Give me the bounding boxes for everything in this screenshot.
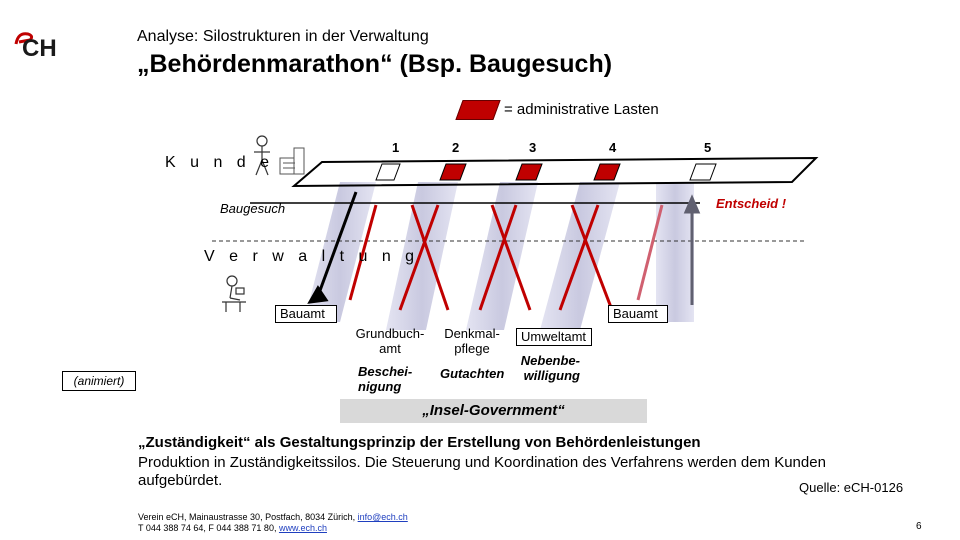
zustaendigkeit-heading: „Zuständigkeit“ als Gestaltungsprinzip der Erstellung von Behördenleistungen (138, 434, 701, 451)
footer-web-link[interactable]: www.ech.ch (278, 523, 327, 533)
band-3 (466, 182, 538, 330)
denkmal-line-1: Denkmal- (444, 326, 500, 341)
kunde-track (294, 158, 816, 186)
footer-phone (138, 523, 327, 533)
slide-subtitle: Analyse: Silostrukturen in der Verwaltung (137, 28, 429, 45)
grundbuch-line-1: Grundbuch- (355, 326, 425, 341)
denkmal-line-2: pflege (454, 341, 490, 356)
building-icon (280, 148, 304, 174)
step-number-4: 4 (609, 140, 617, 155)
slide-title: „Behördenmarathon“ (Bsp. Baugesuch) (137, 50, 613, 78)
step-box-1 (376, 164, 400, 180)
verwaltung-label: V e r w a l t u n g (204, 248, 420, 265)
umweltamt-box: Umweltamt (516, 328, 592, 346)
footer-email-link[interactable]: info@ech.ch (357, 512, 408, 522)
step-box-4 (594, 164, 620, 180)
step-number-2: 2 (452, 140, 460, 155)
bauamt-right-box: Bauamt (608, 305, 668, 323)
produktion-paragraph: Produktion in Zuständigkeitssilos. Die Steuerung und Koordination des Verfahrens werden dem Kunden aufgebürdet. (138, 454, 826, 489)
beschei-line-1: Beschei- (358, 364, 413, 379)
logo-text: CH (22, 35, 57, 60)
nebenbewilligung-label (516, 353, 580, 383)
step-box-3 (516, 164, 542, 180)
bauamt-left-box: Bauamt (275, 305, 337, 323)
denkmalpflege-label (438, 326, 506, 356)
step-box-5 (690, 164, 716, 180)
beschei-line-2: nigung (358, 379, 402, 394)
footer-address (138, 512, 408, 522)
step-box-2 (440, 164, 466, 180)
nebenbe-line-2: willigung (523, 368, 580, 383)
step-number-1: 1 (392, 140, 400, 155)
page-number: 6 (916, 521, 922, 532)
entscheid-label: Entscheid ! (716, 196, 787, 211)
nebenbe-line-1: Nebenbe- (520, 353, 580, 368)
official-at-desk-icon (222, 276, 246, 312)
gutachten-label: Gutachten (440, 366, 505, 381)
baugesuch-label: Baugesuch (220, 201, 286, 216)
insel-government-banner: „Insel-Government“ (340, 399, 647, 423)
bescheinigung-label (358, 364, 412, 394)
animiert-box: (animiert) (62, 371, 136, 391)
source-citation: Quelle: eCH-0126 (799, 480, 904, 495)
footer-address-text: Verein eCH, Mainaustrasse 30, Postfach, 8034 Zürich, (138, 512, 358, 522)
kunde-label: K u n d e (165, 154, 275, 171)
step-number-5: 5 (704, 140, 712, 155)
grundbuchamt-label (352, 326, 428, 356)
step-number-3: 3 (529, 140, 537, 155)
grundbuch-line-2: amt (379, 341, 401, 356)
legend-text: = administrative Lasten (504, 101, 659, 118)
footer-phone-text: T 044 388 74 64, F 044 388 71 80, (138, 523, 279, 533)
